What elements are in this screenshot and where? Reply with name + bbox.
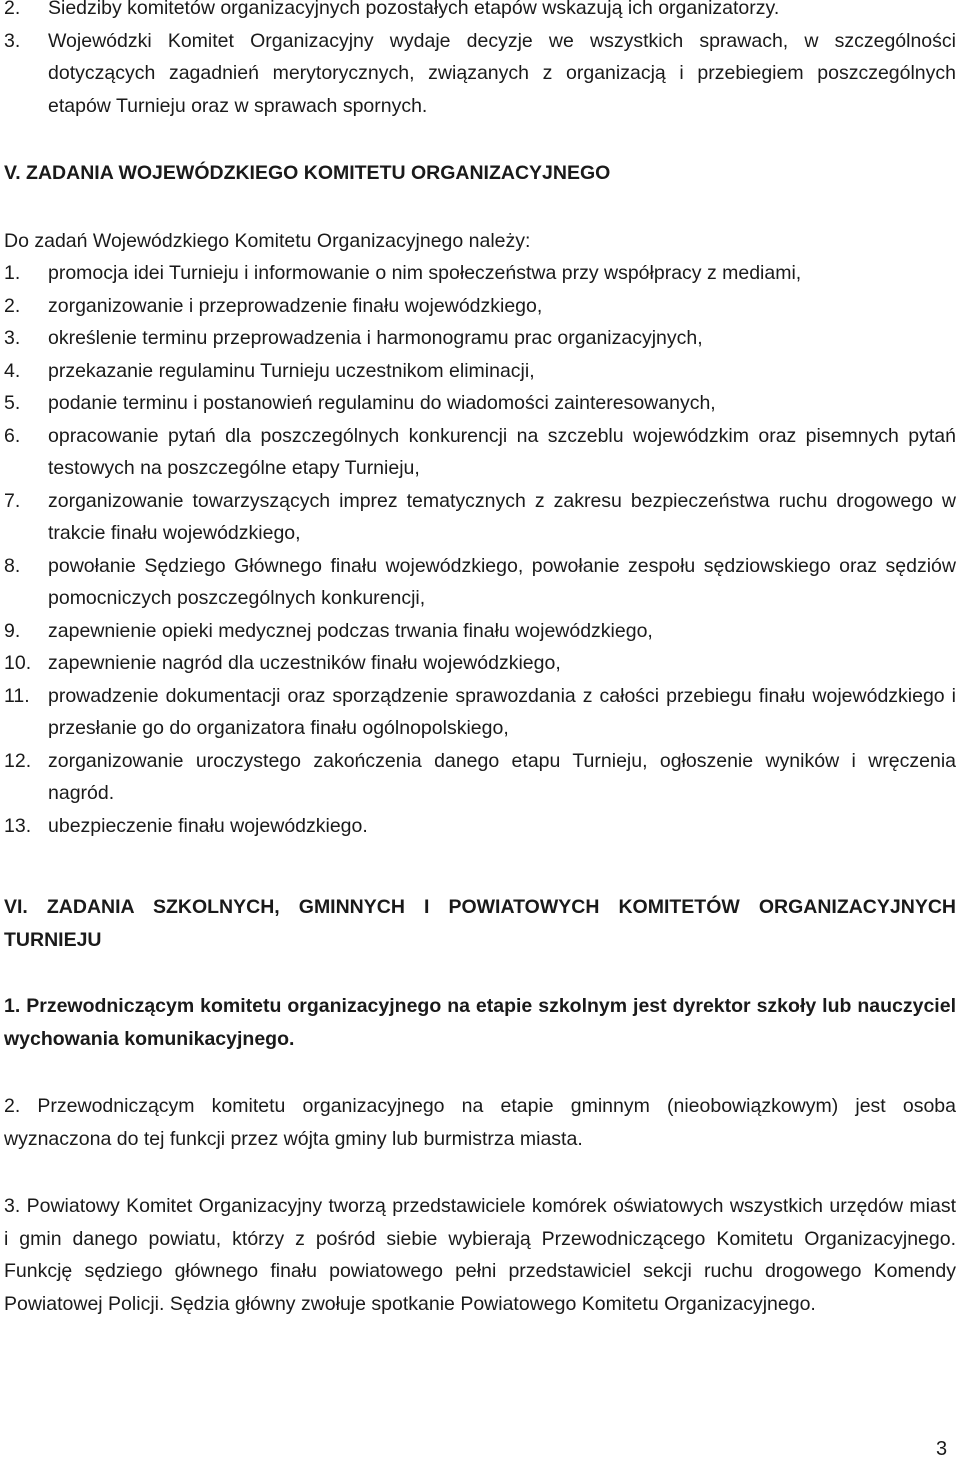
list-item-number: 3. [4, 327, 21, 349]
list-item-number: 12. [4, 749, 32, 772]
list-item [4, 25, 956, 123]
list-item-number: 2. [4, 294, 21, 317]
list-item-text: powołanie Sędziego Głównego finału wojewódzkiego, powołanie zespołu sędziowskiego oraz sędziów pomocniczych poszczególnych konkurencji, [48, 554, 956, 609]
tasks-list [4, 257, 956, 842]
list-item [4, 387, 956, 420]
list-item-text: ubezpieczenie finału wojewódzkiego. [48, 814, 368, 837]
list-item-text: opracowanie pytań dla poszczególnych konkurencji na szczeblu wojewódzkim oraz pisemnych pytań testowych na poszczególne etapy Turnieju, [48, 424, 956, 479]
list-item [4, 485, 956, 550]
list-item [4, 0, 956, 25]
list-item-text: zorganizowanie uroczystego zakończenia danego etapu Turnieju, ogłoszenie wyników i wręczenia nagród. [48, 749, 956, 804]
list-item-number: 10. [4, 652, 32, 674]
list-item-text: zapewnienie nagród dla uczestników finału wojewódzkiego, [48, 652, 561, 674]
paragraph: 2. Przewodniczącym komitetu organizacyjnego na etapie gminnym (nieobowiązkowym) jest osoba wyznaczona do tej funkcji przez wójta gminy lub burmistrza miasta. [4, 1095, 956, 1150]
list-item-number: 2. [4, 0, 21, 19]
top-list [4, 0, 956, 122]
list-item-text: zapewnienie opieki medycznej podczas trwania finału wojewódzkiego, [48, 619, 653, 642]
list-item-text: zorganizowanie i przeprowadzenie finału wojewódzkiego, [48, 294, 543, 317]
list-item-number: 3. [4, 29, 21, 52]
list-item-number: 1. [4, 262, 21, 284]
list-item [4, 615, 956, 648]
list-item-text: zorganizowanie towarzyszących imprez tematycznych z zakresu bezpieczeństwa ruchu drogowego w trakcie finału wojewódzkiego, [48, 489, 956, 544]
list-item-number: 13. [4, 814, 32, 837]
list-item-number: 9. [4, 619, 21, 642]
list-item-number: 6. [4, 424, 21, 447]
list-item [4, 257, 956, 290]
list-item-text: podanie terminu i postanowień regulaminu do wiadomości zainteresowanych, [48, 392, 716, 414]
list-item [4, 290, 956, 323]
list-item [4, 745, 956, 810]
list-item-text: Wojewódzki Komitet Organizacyjny wydaje decyzje we wszystkich sprawach, w szczególności dotyczących zagadnień merytorycznych, związanych z organizacją i przebiegiem poszczególnych etapów Turnieju oraz w sprawach spornych. [48, 29, 956, 117]
page-number: 3 [936, 1438, 948, 1460]
list-item-text: przekazanie regulaminu Turnieju uczestnikom eliminacji, [48, 359, 535, 382]
list-item-text: promocja idei Turnieju i informowanie o nim społeczeństwa przy współpracy z mediami, [48, 262, 802, 284]
list-item-text: określenie terminu przeprowadzenia i harmonogramu prac organizacyjnych, [48, 327, 703, 349]
paragraph: 3. Powiatowy Komitet Organizacyjny tworzą przedstawiciele komórek oświatowych wszystkich urzędów miast i gmin danego powiatu, którzy z pośród siebie wybierają Przewodniczącego Komitetu Organizacyjnego. Funkcję sędziego głównego finału powiatowego pełni przedstawiciel sekcji ruchu drogowego Komendy Powiatowej Policji. Sędzia główny zwołuje spotkanie Powiatowego Komitetu Organizacyjnego. [4, 1195, 956, 1315]
list-item [4, 810, 956, 843]
list-item-number: 5. [4, 392, 21, 414]
section-intro: Do zadań Wojewódzkiego Komitetu Organizacyjnego należy: [4, 230, 531, 252]
list-item [4, 647, 956, 680]
list-item-number: 8. [4, 554, 21, 577]
list-item-number: 4. [4, 359, 21, 382]
list-item-text: prowadzenie dokumentacji oraz sporządzenie sprawozdania z całości przebiegu finału wojewódzkiego i przesłanie go do organizatora finału ogólnopolskiego, [48, 684, 956, 739]
paragraph: 1. Przewodniczącym komitetu organizacyjnego na etapie szkolnym jest dyrektor szkoły lub nauczyciel wychowania komunikacyjnego. [4, 995, 956, 1050]
list-item-number: 7. [4, 489, 21, 512]
list-item-number: 11. [4, 684, 30, 707]
list-item [4, 322, 956, 355]
section-heading: V. ZADANIA WOJEWÓDZKIEGO KOMITETU ORGANIZACYJNEGO [4, 162, 611, 184]
list-item-text: Siedziby komitetów organizacyjnych pozostałych etapów wskazują ich organizatorzy. [48, 0, 780, 19]
list-item [4, 680, 956, 745]
list-item [4, 550, 956, 615]
section-heading: VI. ZADANIA SZKOLNYCH, GMINNYCH I POWIATOWYCH KOMITETÓW ORGANIZACYJNYCH TURNIEJU [4, 896, 956, 951]
list-item [4, 420, 956, 485]
list-item [4, 355, 956, 388]
